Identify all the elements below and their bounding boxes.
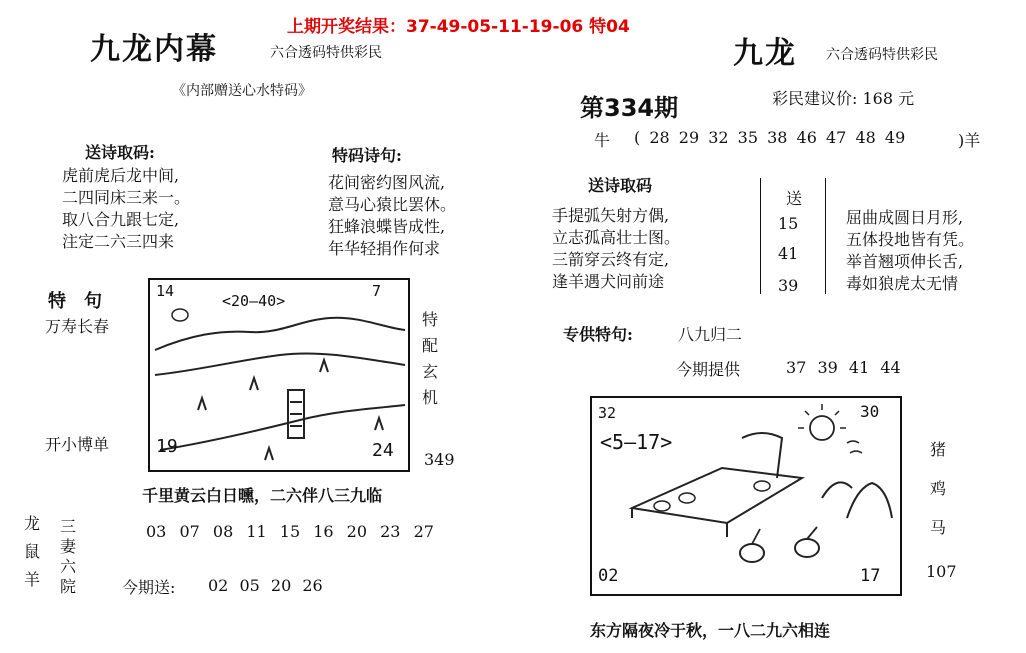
right-picture-corner-tl: 32 <box>598 404 617 422</box>
left-picture-range: <20—40> <box>222 292 286 310</box>
ox-label: 牛 <box>594 131 611 150</box>
right-poem-line: 逢羊遇犬问前途 <box>552 272 665 291</box>
left-picture <box>148 278 410 472</box>
left-picture-corner-br: 24 <box>372 440 394 461</box>
right-poem2-lines <box>846 207 974 295</box>
today-offer-label: 今期提供 <box>676 360 741 379</box>
left-zodiac: 鼠 <box>23 542 40 561</box>
special-poem-line: 意马心猿比罢休。 <box>328 195 457 214</box>
last-draw-result: 上期开奖结果：37-49-05-11-19-06 特04 <box>287 17 630 37</box>
special-poem-lines <box>328 172 456 260</box>
left-bottom-poem: 千里黄云白日曛，二六伴八三九临 <box>142 486 383 505</box>
left-today-numbers: 02 05 20 26 <box>208 576 323 595</box>
right-picture-corner-bl: 02 <box>598 566 619 586</box>
ox-numbers: ( 28 29 32 35 38 46 47 48 49 <box>634 128 906 147</box>
left-picture-corner-tl: 14 <box>156 282 175 300</box>
poem-code-lines <box>62 165 190 253</box>
today-offer-numbers: 37 39 41 44 <box>786 358 901 377</box>
special-phrase-heading: 特 句 <box>48 291 102 312</box>
send-box-value: 15 <box>778 214 799 233</box>
left-side-number: 349 <box>424 450 455 469</box>
right-poem2-line: 屈曲成圆日月形, <box>846 208 964 227</box>
send-box <box>760 178 826 294</box>
send-box-label: 送 <box>786 189 803 208</box>
suggested-price: 彩民建议价: 168 元 <box>772 89 915 108</box>
left-picture-corner-tr: 7 <box>372 282 382 300</box>
poem-code-line: 虎前虎后龙中间, <box>62 166 180 185</box>
send-box-value: 39 <box>778 276 799 295</box>
left-side-char: 机 <box>421 388 438 407</box>
left-note: 《内部赠送心水特码》 <box>172 83 312 99</box>
special-poem-line: 年华轻捐作何求 <box>328 239 441 258</box>
left-zodiac: 羊 <box>23 570 40 589</box>
left-side-char: 特 <box>421 310 438 329</box>
special-poem-line: 狂蜂浪蝶皆成性, <box>328 217 446 236</box>
right-picture-corner-tr: 30 <box>860 402 880 421</box>
left-zodiac: 龙 <box>23 514 40 533</box>
right-picture-drawing <box>592 398 900 594</box>
left-zodiac-col <box>20 510 44 594</box>
left-today-label: 今期送: <box>122 578 176 597</box>
special-offer-label: 专供特句: <box>563 325 633 344</box>
special-poem-heading: 特码诗句: <box>332 146 402 165</box>
left-hint: 妻 <box>59 537 76 556</box>
left-title: 九龙内幕 <box>90 32 218 67</box>
left-side-char: 玄 <box>421 362 438 381</box>
left-hint: 院 <box>59 577 76 596</box>
goat-label: )羊 <box>958 131 981 150</box>
special-offer-value: 八九归二 <box>678 325 743 344</box>
right-title: 九龙 <box>733 36 797 71</box>
right-bottom-poem: 东方隔夜冷于秋，一八二九六相连 <box>590 621 831 640</box>
right-poem2-line: 毒如狼虎太无情 <box>846 274 959 293</box>
right-poem-lines <box>552 205 680 293</box>
right-poem-code-heading: 送诗取码 <box>588 176 653 195</box>
poem-code-line: 注定二六三四来 <box>62 232 175 251</box>
poem-code-line: 二四同床三来一。 <box>62 188 191 207</box>
left-subtitle: 六合透码特供彩民 <box>270 45 382 61</box>
right-zodiac: 马 <box>929 518 946 537</box>
right-poem2-line: 举首翘项伸长舌, <box>846 252 964 271</box>
right-picture-corner-br: 17 <box>860 566 881 586</box>
poem-code-heading: 送诗取码: <box>85 143 155 162</box>
left-hint-col <box>56 517 80 597</box>
left-side-vertical <box>418 307 442 411</box>
right-poem-line: 立志孤高壮士图。 <box>552 228 681 247</box>
right-subtitle: 六合透码特供彩民 <box>826 47 938 63</box>
left-picture-corner-bl: 19 <box>156 436 178 457</box>
right-poem2-line: 五体投地皆有凭。 <box>846 230 975 249</box>
issue-number: 第334期 <box>580 94 679 122</box>
left-numbers-row: 03 07 08 11 15 16 20 23 27 <box>146 522 434 541</box>
special-phrase-text: 万寿长春 <box>45 317 110 336</box>
poem-code-line: 取八合九跟七定, <box>62 210 180 229</box>
right-picture-range: <5—17> <box>600 430 673 454</box>
right-zodiac-col <box>926 430 950 547</box>
left-hint: 六 <box>59 557 76 576</box>
left-side-char: 配 <box>421 336 438 355</box>
right-zodiac: 猪 <box>929 440 946 459</box>
send-box-value: 41 <box>778 244 799 263</box>
right-poem-line: 三箭穿云终有定, <box>552 250 670 269</box>
right-picture <box>590 396 902 596</box>
special-poem-line: 花间密约图风流, <box>328 173 446 192</box>
right-zodiac: 鸡 <box>929 479 946 498</box>
left-hint: 三 <box>59 517 76 536</box>
open-bet-label: 开小博单 <box>45 435 110 454</box>
right-poem-line: 手提弧矢射方偶, <box>552 206 670 225</box>
right-side-number: 107 <box>926 562 957 581</box>
